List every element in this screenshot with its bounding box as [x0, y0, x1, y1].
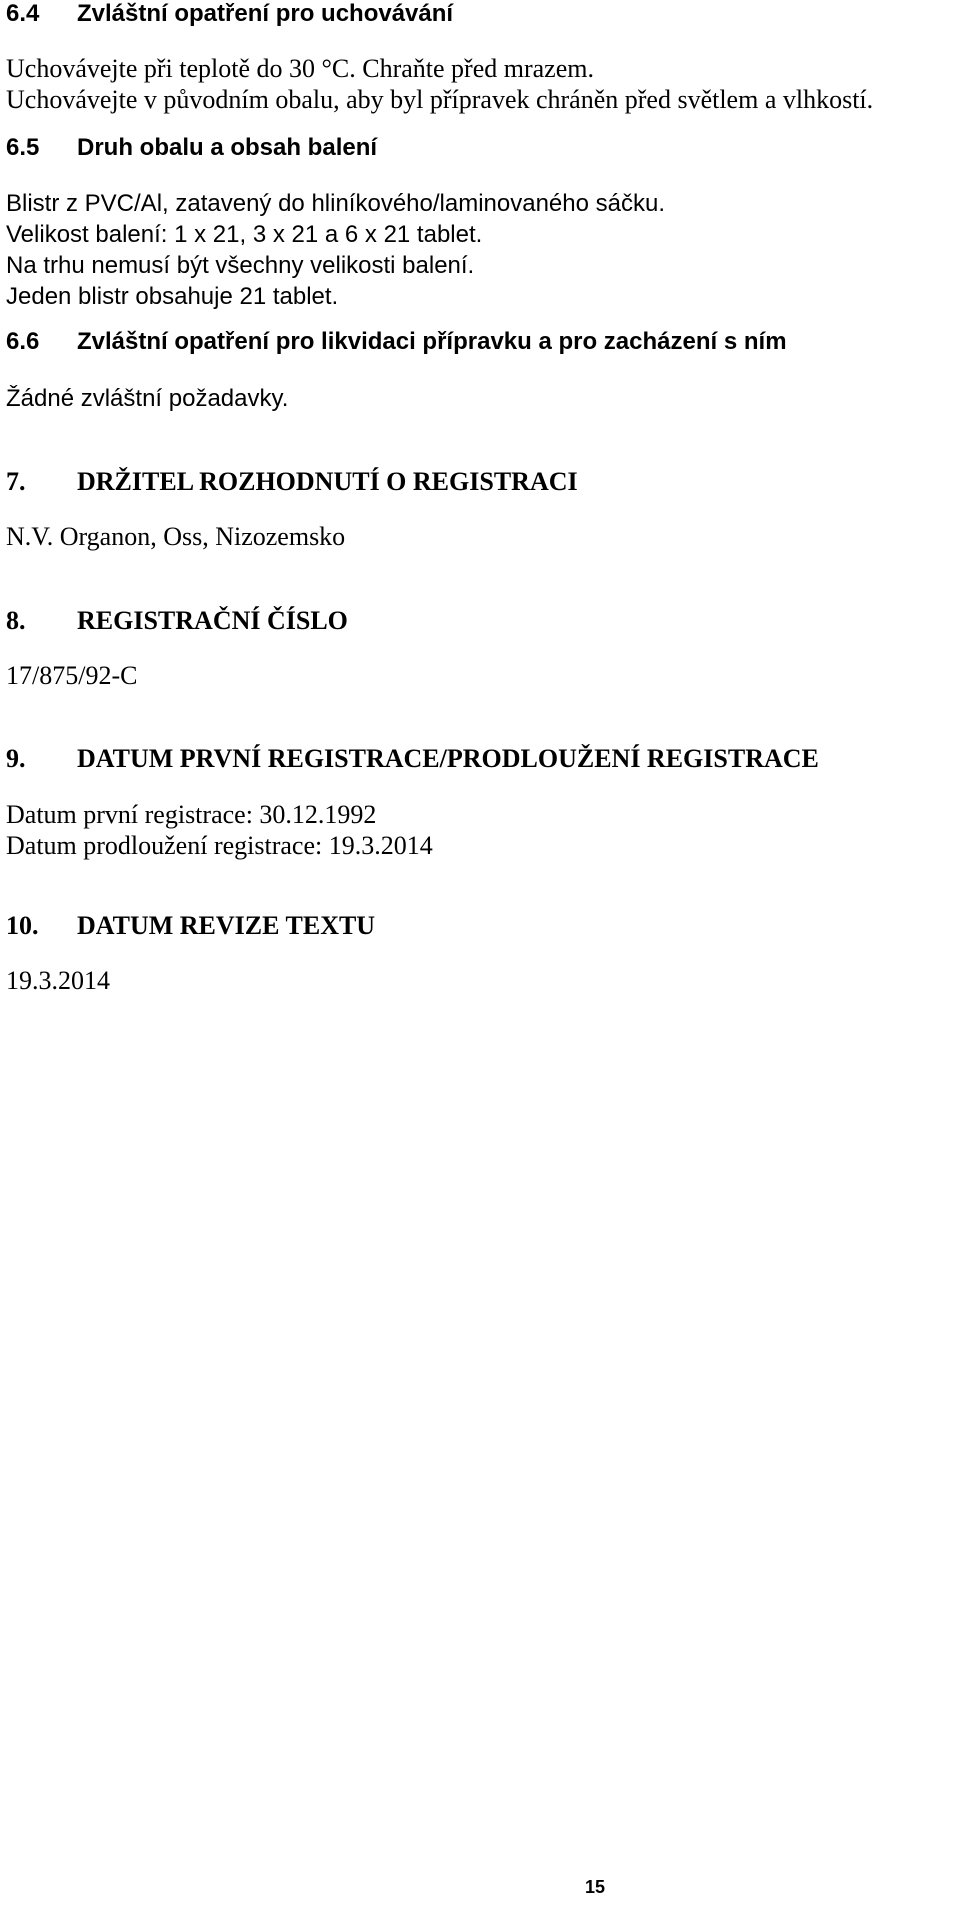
section-number: 9. — [6, 744, 26, 773]
section-title: Zvláštní opatření pro uchovávání — [77, 0, 454, 27]
section-8-body — [6, 660, 137, 691]
paragraph-line: Uchovávejte v původním obalu, aby byl přípravek chráněn před světlem a vlhkostí. — [6, 85, 874, 114]
revision-date: 19.3.2014 — [6, 966, 110, 995]
section-number: 8. — [6, 606, 26, 635]
section-9-heading — [6, 743, 819, 774]
page-number: 15 — [585, 1877, 606, 1897]
section-6-5-heading — [6, 132, 377, 163]
section-number: 6.4 — [6, 0, 40, 27]
registration-number: 17/875/92-C — [6, 661, 138, 690]
section-6-4-heading — [6, 0, 453, 29]
section-8-heading — [6, 605, 348, 636]
paragraph-line: Datum prodloužení registrace: 19.3.2014 — [6, 831, 433, 860]
section-title: Zvláštní opatření pro likvidaci přípravku a pro zacházení s ním — [77, 328, 787, 355]
section-number: 6.6 — [6, 328, 40, 355]
section-number: 10. — [6, 911, 39, 940]
paragraph-line: Na trhu nemusí být všechny velikosti balení. — [6, 252, 475, 279]
section-6-6-heading — [6, 326, 787, 357]
section-10-heading — [6, 910, 375, 941]
section-number: 6.5 — [6, 134, 40, 161]
paragraph-line: Velikost balení: 1 x 21, 3 x 21 a 6 x 21 tablet. — [6, 221, 483, 248]
section-6-4-body — [6, 53, 873, 115]
paragraph-line: N.V. Organon, Oss, Nizozemsko — [6, 522, 346, 551]
section-6-6-body — [6, 383, 288, 414]
section-number: 7. — [6, 467, 26, 496]
section-title: DATUM PRVNÍ REGISTRACE/PRODLOUŽENÍ REGISTRACE — [77, 744, 819, 773]
paragraph-line: Datum první registrace: 30.12.1992 — [6, 800, 377, 829]
paragraph-line: Žádné zvláštní požadavky. — [6, 385, 289, 412]
paragraph-line: Blistr z PVC/Al, zatavený do hliníkového/laminovaného sáčku. — [6, 190, 666, 217]
section-7-body — [6, 521, 345, 552]
section-title: Druh obalu a obsah balení — [77, 134, 378, 161]
paragraph-line: Jeden blistr obsahuje 21 tablet. — [6, 283, 339, 310]
section-title: DATUM REVIZE TEXTU — [77, 911, 376, 940]
paragraph-line: Uchovávejte při teplotě do 30 °C. Chraňte před mrazem. — [6, 54, 594, 83]
section-title: DRŽITEL ROZHODNUTÍ O REGISTRACI — [77, 467, 578, 496]
section-9-body — [6, 799, 433, 861]
section-7-heading — [6, 466, 578, 497]
section-title: REGISTRAČNÍ ČÍSLO — [77, 606, 348, 635]
section-6-5-body — [6, 188, 665, 312]
section-10-body — [6, 965, 110, 996]
